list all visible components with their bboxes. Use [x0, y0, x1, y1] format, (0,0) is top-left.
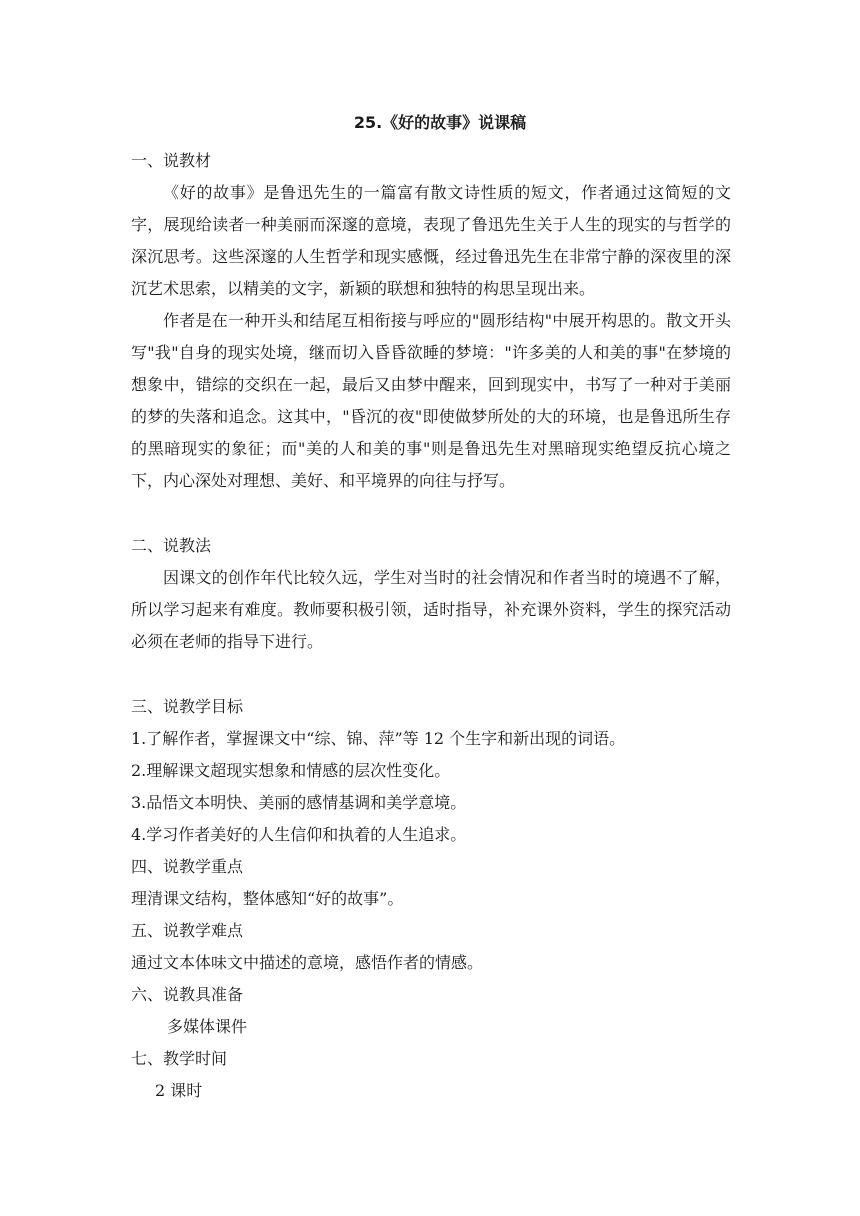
- teaching-aids-text: 多媒体课件: [167, 1017, 248, 1036]
- key-points-text: 理清课文结构，整体感知“好的故事”。: [131, 889, 404, 908]
- section-heading-teaching-material: 一、说教材: [131, 151, 212, 170]
- section-heading-teaching-time: 七、教学时间: [131, 1049, 228, 1068]
- difficulties-text: 通过文本体味文中描述的意境，感悟作者的情感。: [131, 953, 484, 972]
- document-body: [131, 113, 731, 1107]
- paragraph-material-structure: 作者是在一种开头和结尾互相衔接与呼应的"圆形结构"中展开构思的。散文开头写"我"自身的现实处境，继而切入昏昏欲睡的梦境："许多美的人和美的事"在梦境的想象中，错综的交织在一起，最后又由梦中醒来，回到现实中，书写了一种对于美丽的梦的失落和追念。这其中，"昏沉的夜"即使做梦所处的大的环境，也是鲁迅所生存的黑暗现实的象征；而"美的人和美的事"则是鲁迅先生对黑暗现实绝望反抗心境之下，内心深处对理想、美好、和平境界的向往与抒写。: [131, 311, 731, 490]
- section-heading-teaching-aids: 六、说教具准备: [131, 985, 244, 1004]
- goal-item: 2.理解课文超现实想象和情感的层次性变化。: [131, 761, 451, 780]
- teaching-time-text: 2 课时: [155, 1081, 203, 1100]
- section-heading-teaching-method: 二、说教法: [131, 536, 212, 555]
- section-heading-teaching-goals: 三、说教学目标: [131, 697, 244, 716]
- blank-line: [131, 497, 731, 530]
- document-title: 25.《好的故事》说课稿: [353, 113, 527, 132]
- paragraph-teaching-method: 因课文的创作年代比较久远，学生对当时的社会情况和作者当时的境遇不了解，所以学习起来有难度。教师要积极引领，适时指导，补充课外资料，学生的探究活动必须在老师的指导下进行。: [131, 568, 731, 651]
- blank-line: [131, 658, 731, 691]
- section-heading-difficulties: 五、说教学难点: [131, 921, 244, 940]
- goal-item: 1.了解作者，掌握课文中“综、锦、萍”等 12 个生字和新出现的词语。: [131, 729, 626, 748]
- goal-item: 4.学习作者美好的人生信仰和执着的人生追求。: [131, 825, 467, 844]
- goal-item: 3.品悟文本明快、美丽的感情基调和美学意境。: [131, 793, 467, 812]
- section-heading-key-points: 四、说教学重点: [131, 857, 244, 876]
- paragraph-material-intro: 《好的故事》是鲁迅先生的一篇富有散文诗性质的短文，作者通过这简短的文字，展现给读者一种美丽而深邃的意境，表现了鲁迅先生关于人生的现实的与哲学的深沉思考。这些深邃的人生哲学和现实感慨，经过鲁迅先生在非常宁静的深夜里的深沉艺术思索，以精美的文字，新颖的联想和独特的构思呈现出来。: [131, 183, 731, 298]
